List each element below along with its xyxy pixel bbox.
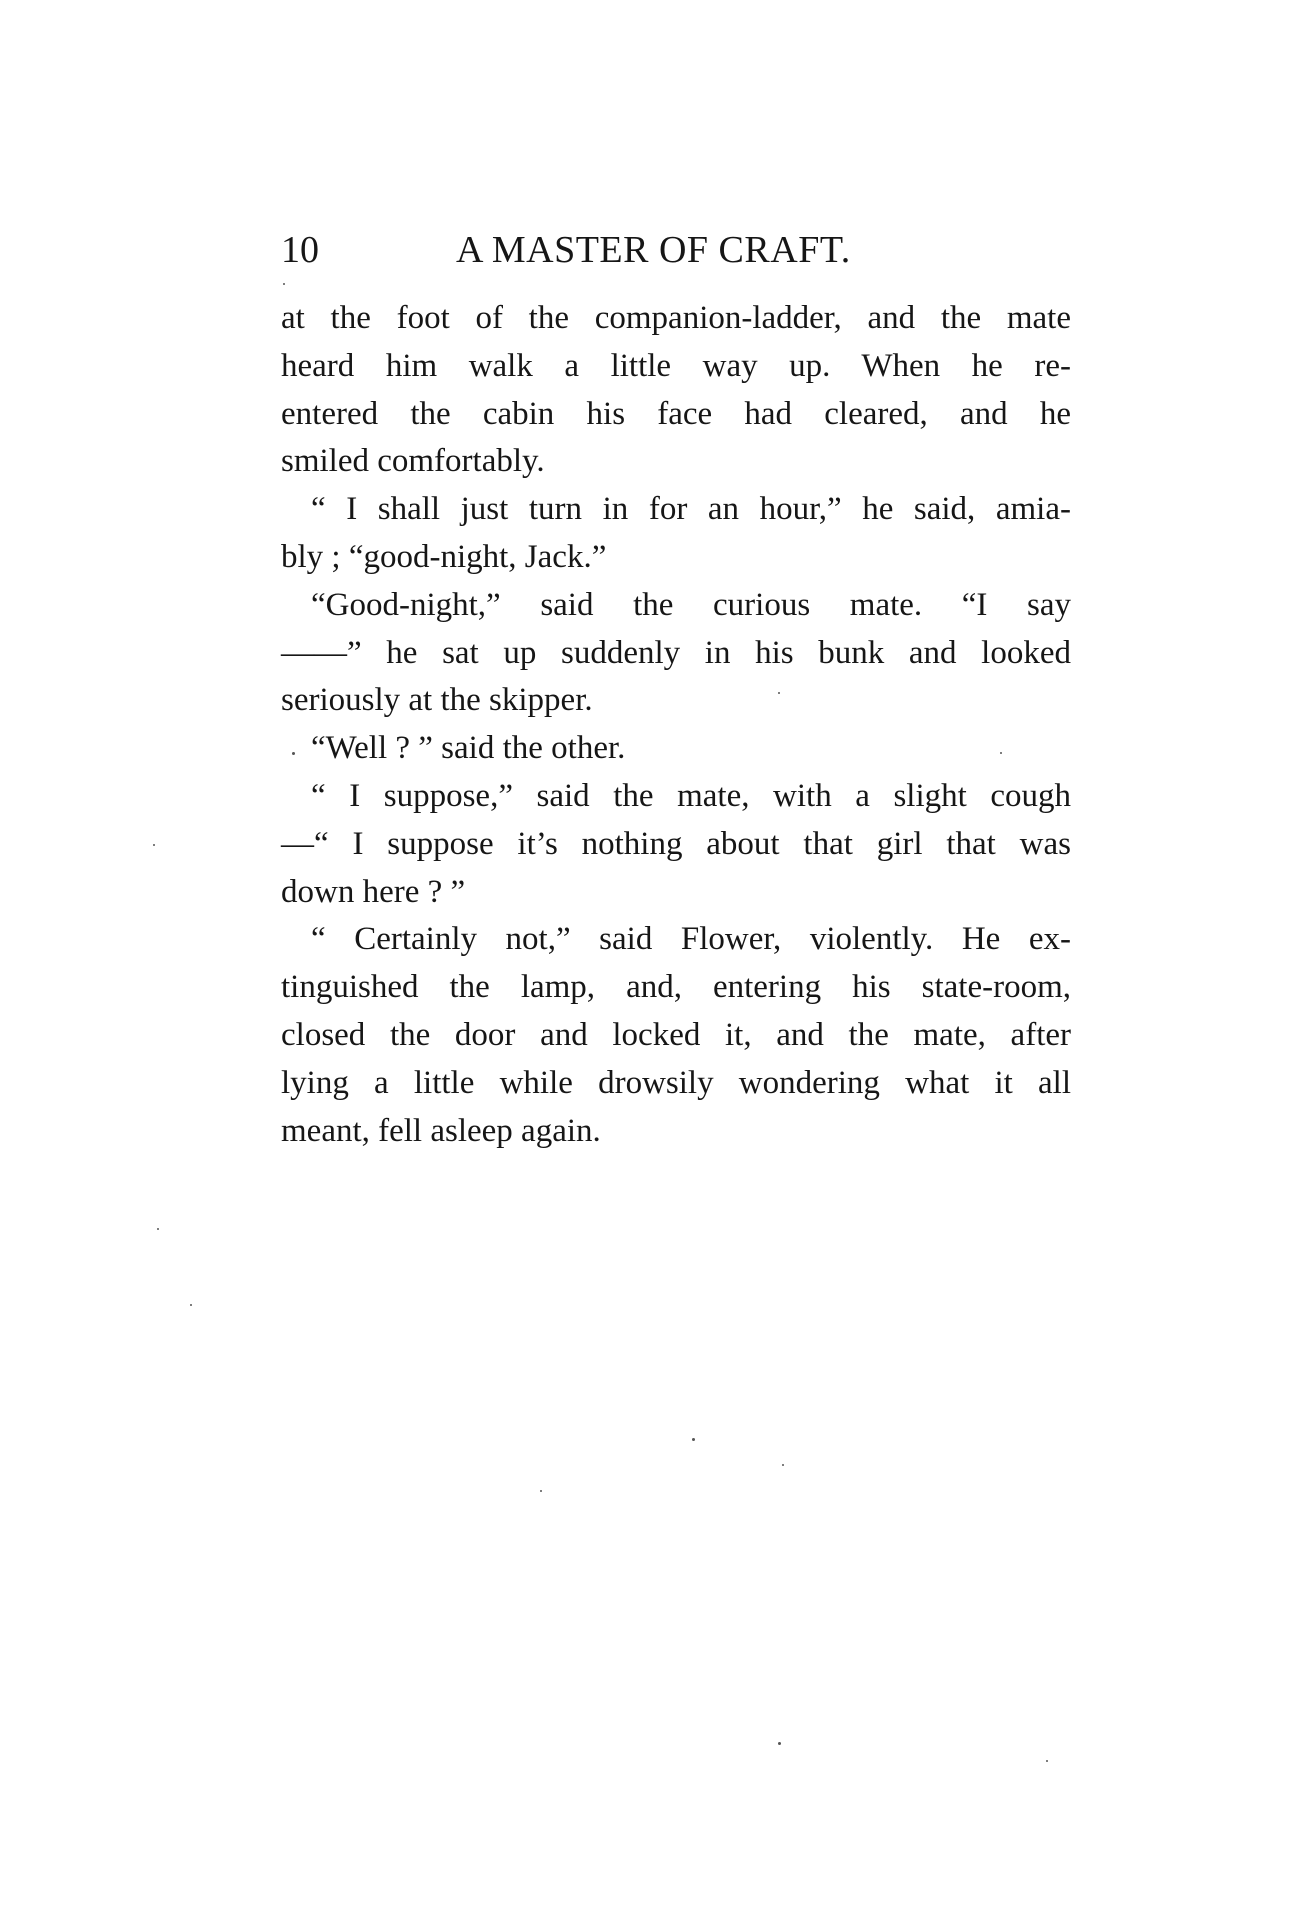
- scan-speck: [782, 1464, 784, 1466]
- scan-speck: [157, 1228, 159, 1230]
- text-line: “ I suppose,” said the mate, with a slight cough: [311, 777, 1071, 814]
- scan-speck: [778, 1742, 781, 1745]
- scan-speck: [540, 1490, 542, 1492]
- text-line: closed the door and locked it, and the mate, after: [281, 1016, 1071, 1053]
- body-text: [281, 295, 1071, 1155]
- scan-speck: [292, 752, 295, 755]
- scan-speck: [1000, 752, 1002, 754]
- text-line: meant, fell asleep again.: [281, 1112, 601, 1149]
- text-line: tinguished the lamp, and, entering his state-room,: [281, 969, 1071, 1006]
- text-line: “ Certainly not,” said Flower, violently. He ex-: [311, 921, 1071, 958]
- text-line: at the foot of the companion-ladder, and the mate: [281, 300, 1071, 336]
- text-line: ——” he sat up suddenly in his bunk and looked: [281, 634, 1071, 671]
- scan-speck: [778, 692, 780, 694]
- text-line: “ I shall just turn in for an hour,” he said, amia-: [311, 491, 1071, 528]
- text-line: entered the cabin his face had cleared, and he: [281, 395, 1071, 432]
- text-line: heard him walk a little way up. When he re-: [281, 347, 1071, 384]
- scan-speck: [283, 283, 285, 285]
- running-title: A MASTER OF CRAFT.: [456, 229, 851, 271]
- text-line: lying a little while drowsily wondering what it all: [281, 1064, 1071, 1101]
- text-line: bly ; “good-night, Jack.”: [281, 538, 607, 575]
- text-line: “Good-night,” said the curious mate. “I say: [311, 586, 1071, 623]
- scan-speck: [190, 1304, 192, 1306]
- scan-speck: [1046, 1760, 1048, 1762]
- scan-speck: [692, 1438, 695, 1441]
- text-line: smiled comfortably.: [281, 443, 545, 480]
- scan-speck: [153, 844, 155, 846]
- text-line: down here ? ”: [281, 873, 466, 910]
- page-header: [281, 225, 1071, 275]
- page-number: 10: [281, 229, 319, 271]
- text-line: —“ I suppose it’s nothing about that girl that was: [281, 825, 1071, 862]
- text-line: “Well ? ” said the other.: [311, 730, 626, 767]
- text-line: seriously at the skipper.: [281, 682, 593, 719]
